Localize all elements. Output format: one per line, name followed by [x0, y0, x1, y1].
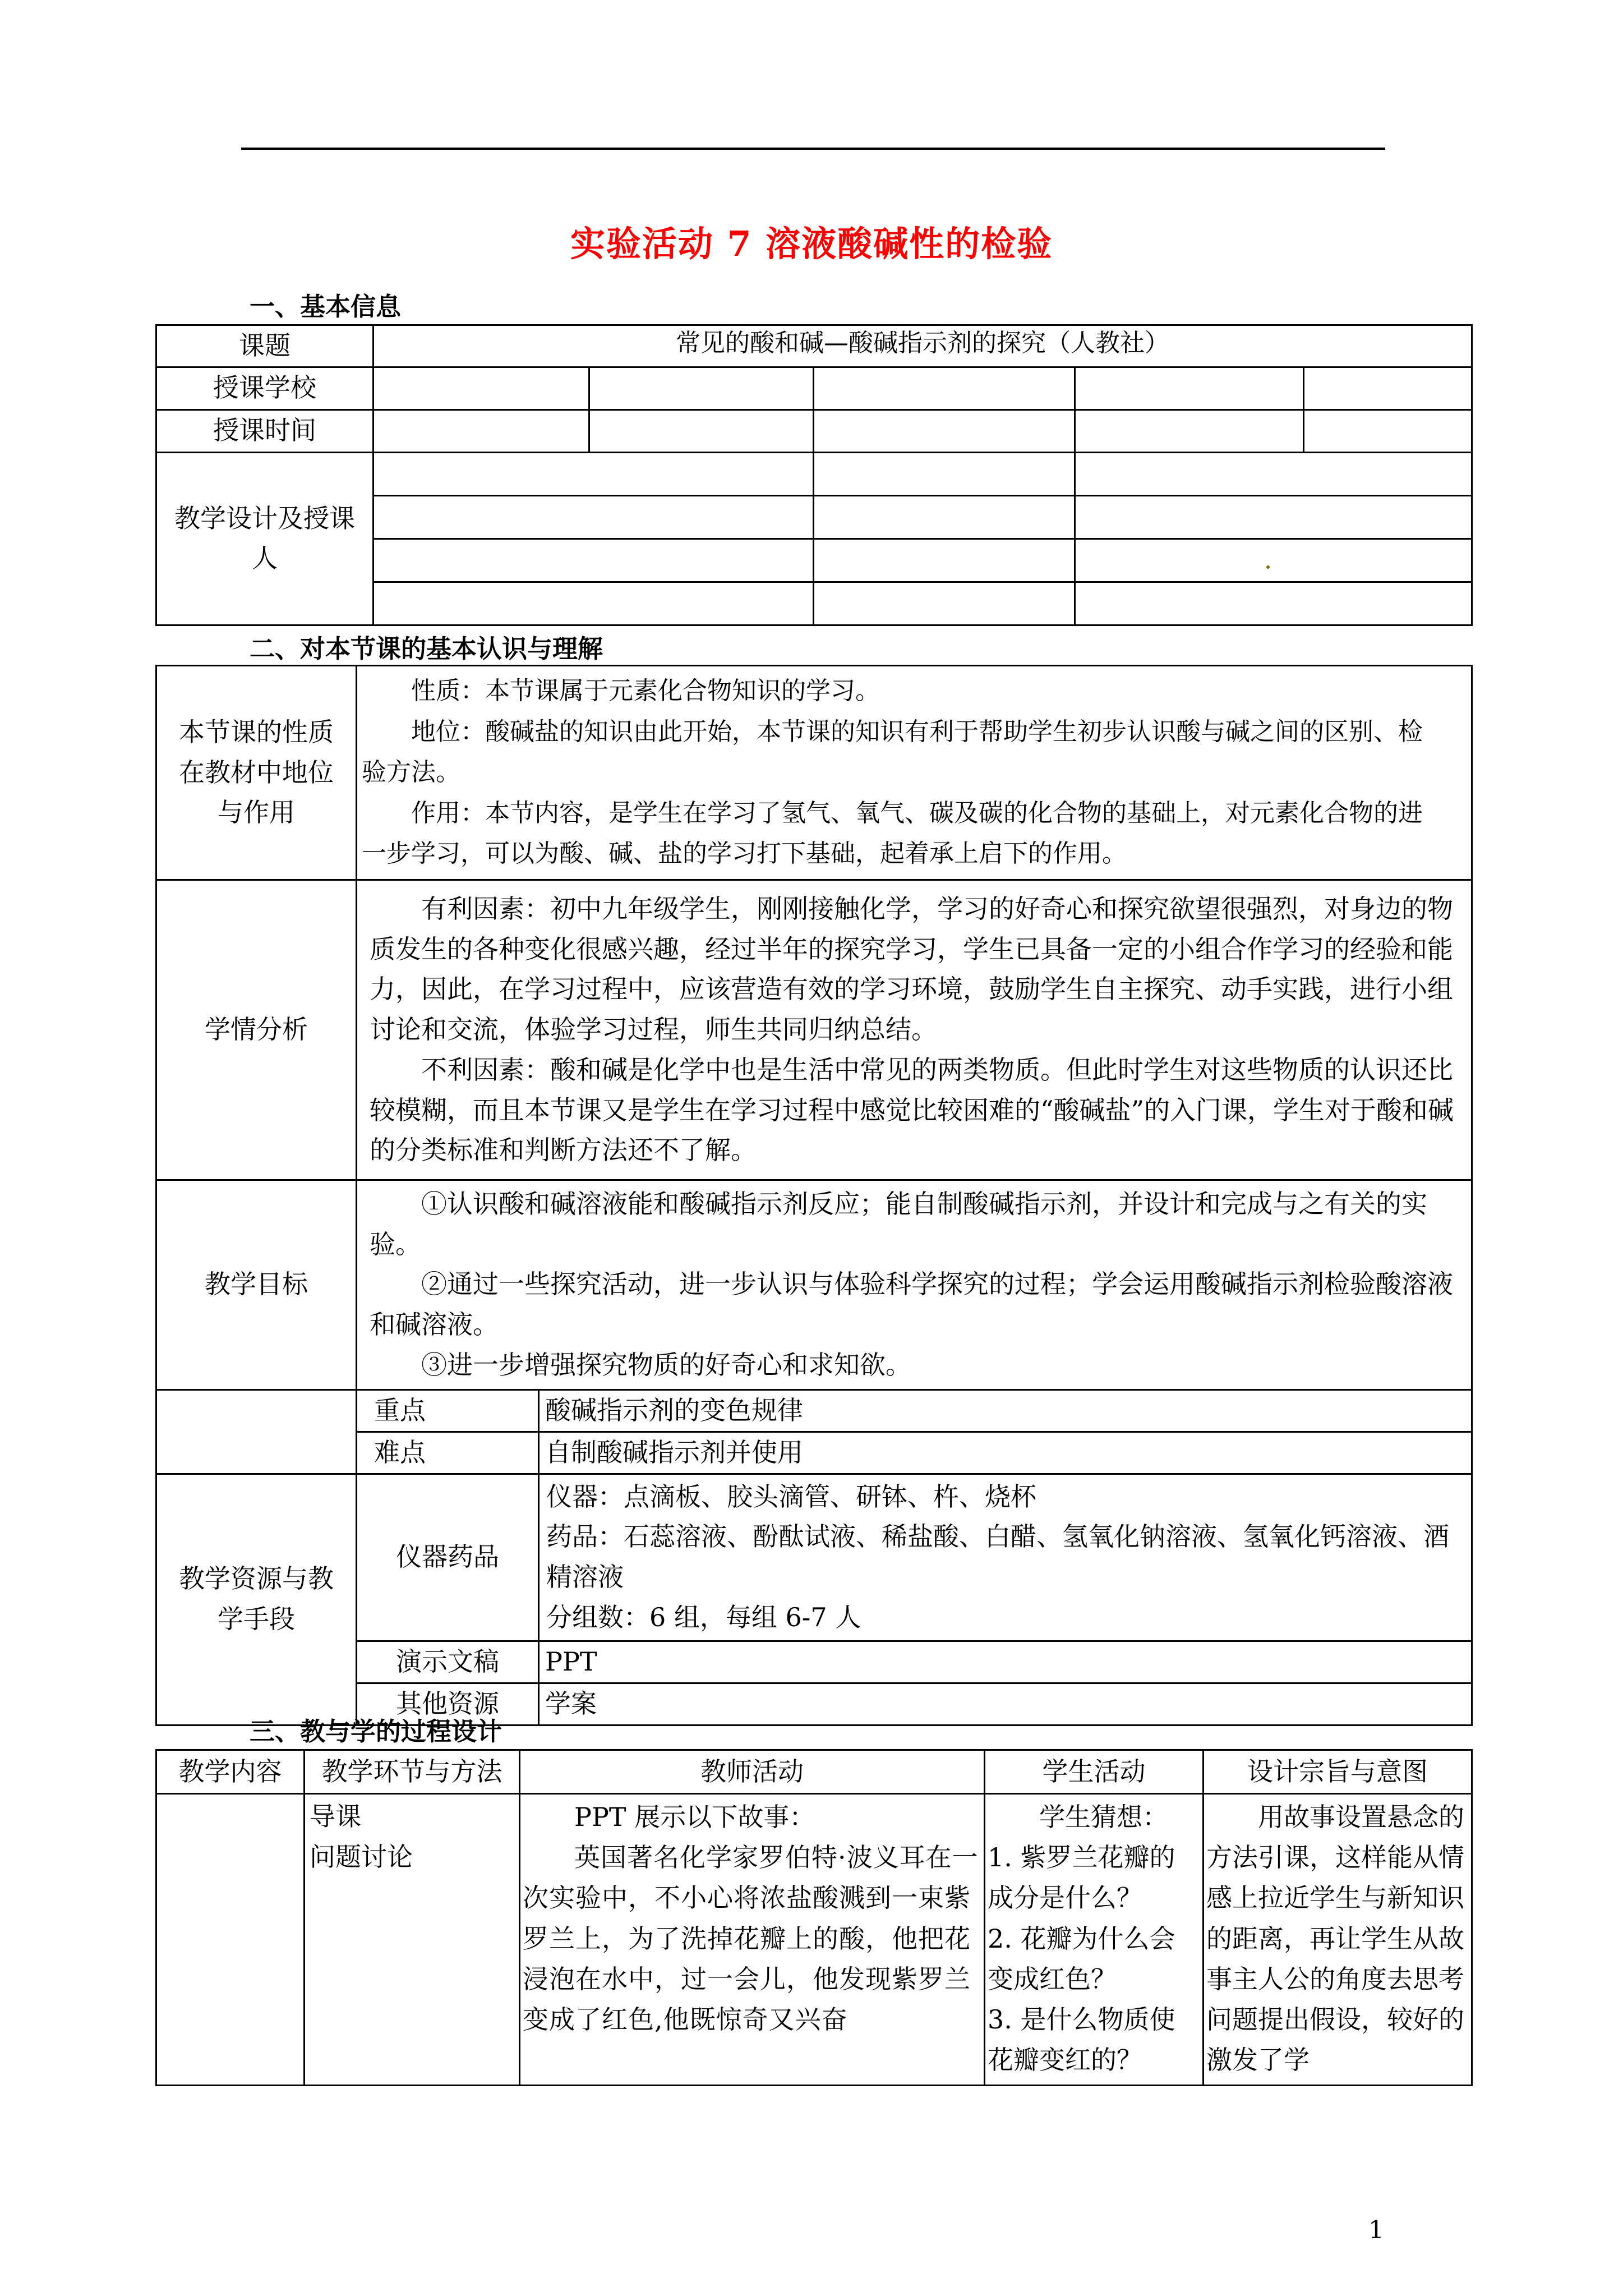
goal-line: ③进一步增强探究物质的好奇心和求知欲。 — [421, 1349, 911, 1380]
goal-line: ②通过一些探究活动，进一步认识与体验科学探究的过程；学会运用酸碱指示剂检验酸溶液和碱溶液。 — [370, 1269, 1453, 1340]
stray-dot — [1266, 565, 1270, 569]
method-line: 导课 — [310, 1801, 361, 1832]
designer-cell — [814, 452, 1075, 495]
header-rule — [241, 148, 1385, 150]
designer-cell — [374, 539, 814, 582]
school-cell — [1075, 367, 1304, 409]
designer-cell — [1075, 495, 1472, 539]
analysis-text — [357, 880, 1472, 1180]
section-heading-process: 三、教与学的过程设计 — [250, 1717, 502, 1746]
method-line: 问题讨论 — [310, 1841, 413, 1872]
analysis-line: 有利因素：初中九年级学生，刚刚接触化学，学习的好奇心和探究欲望很强烈，对身边的物质发生的各种变化很感兴趣，经过半年的探究学习，学生已具备一定的小组合作学习的经验和能力，因此，在学习过程中，应该营造有效的学习环境，鼓励学生自主探究、动手实践，进行小组讨论和交流，体验学习过程，师生共同归纳总结。 — [370, 893, 1453, 1045]
school-cell — [1304, 367, 1472, 409]
analysis-label: 学情分析 — [156, 880, 357, 1180]
equipment-text — [539, 1474, 1472, 1641]
time-cell — [374, 409, 589, 452]
slides-label: 演示文稿 — [357, 1641, 539, 1683]
time-label: 授课时间 — [156, 409, 374, 452]
equipment-line: 分组数：6 组，每组 6-7 人 — [546, 1602, 861, 1632]
content-cell — [156, 1794, 305, 2086]
intent-cell: 用故事设置悬念的方法引课，这样能从情感上拉近学生与新知识的距离，再让学生从故事主人公的角度去思考问题提出假设，较好的激发了学 — [1204, 1794, 1472, 2086]
goal-text — [357, 1180, 1472, 1389]
designer-cell — [1075, 452, 1472, 495]
designer-cell — [374, 452, 814, 495]
teacher-line: PPT 展示以下故事： — [574, 1802, 815, 1832]
header-content: 教学内容 — [156, 1750, 305, 1794]
student-line: 2. 花瓣为什么会变成红色？ — [988, 1923, 1175, 1994]
section-heading-basic-info: 一、基本信息 — [250, 292, 402, 321]
goal-label: 教学目标 — [156, 1180, 357, 1389]
header-intent: 设计宗旨与意图 — [1204, 1750, 1472, 1794]
designer-label: 教学设计及授课人 — [156, 452, 374, 625]
difficult-label: 难点 — [357, 1432, 539, 1474]
key-label: 重点 — [357, 1389, 539, 1432]
understanding-table — [155, 665, 1473, 1726]
topic-value: 常见的酸和碱—酸碱指示剂的探究（人教社） — [374, 325, 1472, 367]
designer-cell — [1075, 582, 1472, 625]
designer-cell — [1075, 539, 1472, 582]
school-cell — [814, 367, 1075, 409]
process-table — [155, 1749, 1473, 2086]
resource-label: 教学资源与教学手段 — [156, 1474, 357, 1725]
position-label: 本节课的性质在教材中地位与作用 — [156, 666, 357, 880]
difficult-value: 自制酸碱指示剂并使用 — [539, 1432, 1472, 1474]
section-heading-understanding: 二、对本节课的基本认识与理解 — [250, 634, 603, 664]
student-cell — [985, 1794, 1204, 2086]
time-cell — [589, 409, 814, 452]
equipment-line: 药品：石蕊溶液、酚酞试液、稀盐酸、白醋、氢氧化钠溶液、氢氧化钙溶液、酒精溶液 — [546, 1521, 1449, 1593]
topic-label: 课题 — [156, 325, 374, 367]
student-line: 3. 是什么物质使花瓣变红的？ — [988, 2004, 1175, 2076]
designer-cell — [814, 495, 1075, 539]
teacher-line: 英国著名化学家罗伯特·波义耳在一次实验中，不小心将浓盐酸溅到一束紫罗兰上，为了洗掉花瓣上的酸，他把花浸泡在水中，过一会儿，他发现紫罗兰变成了红色,他既惊奇又兴奋 — [523, 1842, 979, 2035]
student-line: 1. 紫罗兰花瓣的成分是什么？ — [988, 1842, 1175, 1913]
other-value: 学案 — [539, 1683, 1472, 1725]
time-cell — [1075, 409, 1304, 452]
basic-info-table — [155, 324, 1473, 626]
other-label: 其他资源 — [357, 1683, 539, 1725]
position-text — [357, 666, 1472, 880]
equipment-line: 仪器：点滴板、胶头滴管、研钵、杵、烧杯 — [546, 1481, 1036, 1512]
school-cell — [589, 367, 814, 409]
position-line: 作用：本节内容，是学生在学习了氢气、氧气、碳及碳的化合物的基础上，对元素化合物的进一步学习，可以为酸、碱、盐的学习打下基础，起着承上启下的作用。 — [362, 798, 1423, 868]
position-line: 性质：本节课属于元素化合物知识的学习。 — [411, 677, 880, 705]
student-line: 学生猜想： — [1039, 1802, 1168, 1832]
header-teacher: 教师活动 — [520, 1750, 985, 1794]
document-title: 实验活动 7 溶液酸碱性的检验 — [570, 223, 1053, 264]
header-method: 教学环节与方法 — [305, 1750, 520, 1794]
time-cell — [814, 409, 1075, 452]
designer-cell — [374, 582, 814, 625]
time-cell — [1304, 409, 1472, 452]
page-number: 1 — [1368, 2216, 1384, 2244]
header-student: 学生活动 — [985, 1750, 1204, 1794]
method-cell — [305, 1794, 520, 2086]
slides-value: PPT — [539, 1641, 1472, 1683]
analysis-line: 不利因素：酸和碱是化学中也是生活中常见的两类物质。但此时学生对这些物质的认识还比较模糊，而且本节课又是学生在学习过程中感觉比较困难的“酸碱盐”的入门课，学生对于酸和碱的分类标准和判断方法还不了解。 — [370, 1054, 1454, 1166]
designer-cell — [814, 582, 1075, 625]
key-points-blank — [156, 1389, 357, 1474]
school-label: 授课学校 — [156, 367, 374, 409]
school-cell — [374, 367, 589, 409]
goal-line: ①认识酸和碱溶液能和酸碱指示剂反应；能自制酸碱指示剂，并设计和完成与之有关的实验。 — [370, 1188, 1427, 1259]
key-value: 酸碱指示剂的变色规律 — [539, 1389, 1472, 1432]
position-line: 地位：酸碱盐的知识由此开始，本节课的知识有利于帮助学生初步认识酸与碱之间的区别、检验方法。 — [362, 717, 1423, 787]
designer-cell — [814, 539, 1075, 582]
equipment-label: 仪器药品 — [357, 1474, 539, 1641]
designer-cell — [374, 495, 814, 539]
teacher-cell — [520, 1794, 985, 2086]
